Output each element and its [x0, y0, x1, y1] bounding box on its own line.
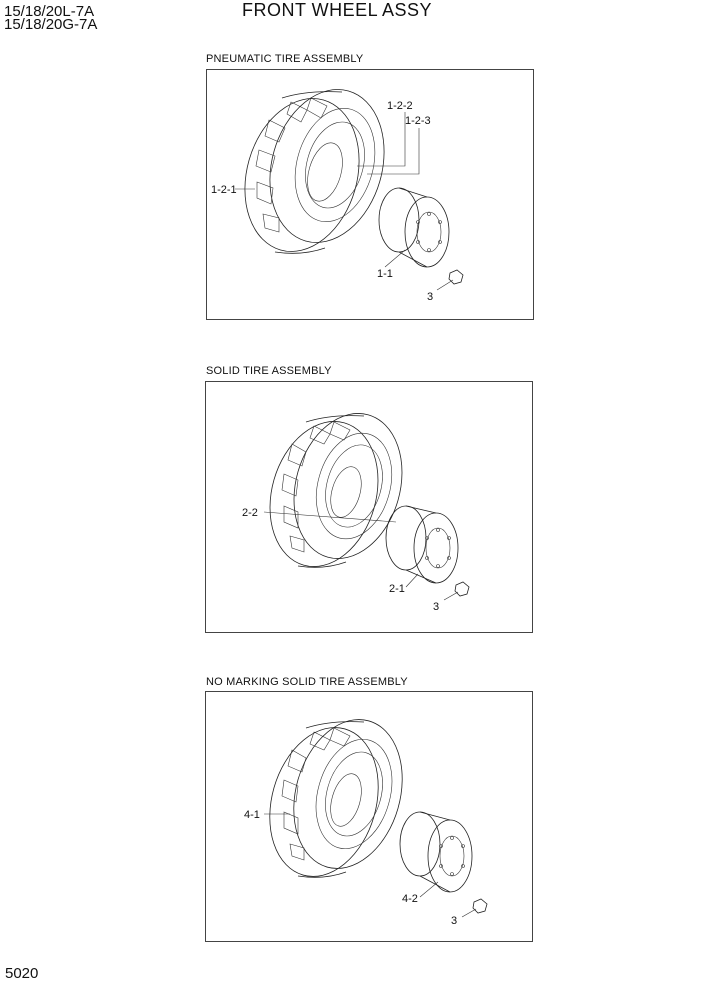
diagram-panel-pneumatic: [206, 69, 534, 320]
nut-graphic: [449, 270, 463, 284]
callout-1-2-2: 1-2-2: [387, 100, 413, 112]
model-code-2: 15/18/20G-7A: [4, 16, 98, 33]
callout-3-solid: 3: [433, 601, 440, 613]
wheel-diagram-no-marking: [206, 692, 532, 941]
model-code-1: 15/18/20L-7A: [4, 3, 95, 20]
page-number: 5020: [5, 965, 39, 982]
tire-graphic: [253, 707, 419, 890]
callout-1-2-3: 1-2-3: [405, 115, 431, 127]
leader-lines: [264, 512, 458, 600]
callout-3-no-marking: 3: [451, 915, 458, 927]
callout-1-2-1: 1-2-1: [211, 184, 237, 196]
page-title: FRONT WHEEL ASSY: [242, 0, 433, 20]
callout-2-2: 2-2: [242, 507, 258, 519]
callout-3-pneumatic: 3: [427, 291, 434, 303]
callout-4-2: 4-2: [402, 893, 418, 905]
wheel-diagram-solid: [206, 382, 532, 632]
rim-graphic: [400, 812, 472, 892]
section-label-pneumatic: PNEUMATIC TIRE ASSEMBLY: [206, 53, 364, 65]
diagram-panel-solid: [205, 381, 533, 633]
diagram-panel-no-marking: [205, 691, 533, 942]
tire-graphic: [228, 76, 402, 265]
callout-2-1: 2-1: [389, 583, 405, 595]
rim-graphic: [379, 188, 449, 267]
callout-4-1: 4-1: [244, 809, 260, 821]
rim-graphic: [386, 506, 458, 583]
nut-graphic: [473, 899, 487, 913]
section-label-no-marking: NO MARKING SOLID TIRE ASSEMBLY: [206, 676, 408, 688]
tire-graphic: [254, 401, 419, 580]
section-label-solid: SOLID TIRE ASSEMBLY: [206, 365, 332, 377]
callout-1-1: 1-1: [377, 268, 393, 280]
nut-graphic: [455, 582, 469, 596]
wheel-diagram-pneumatic: [207, 70, 533, 319]
